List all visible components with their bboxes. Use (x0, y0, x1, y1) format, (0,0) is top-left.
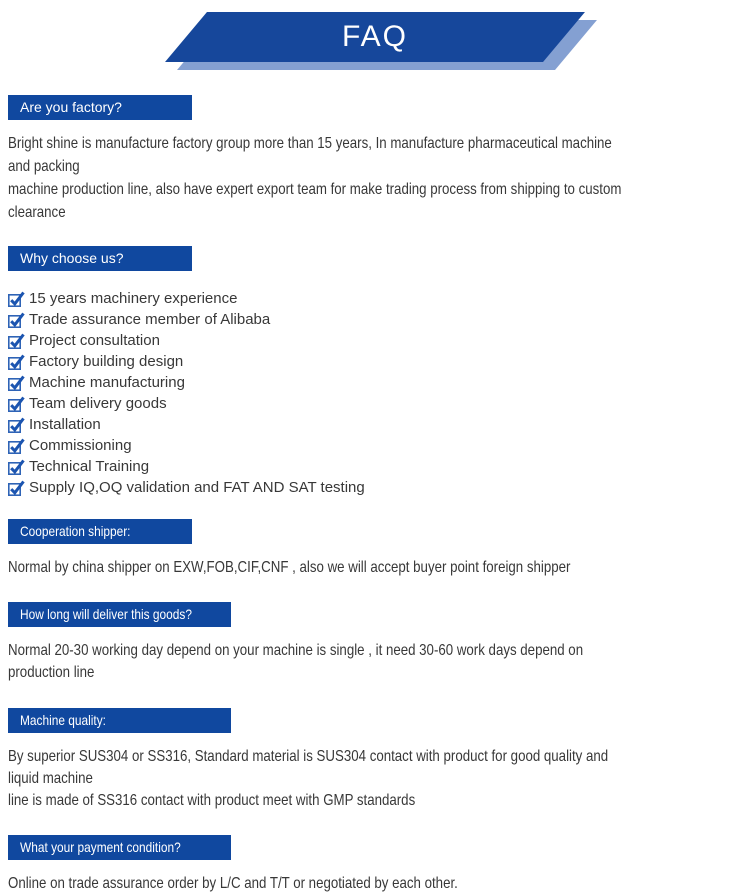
section-header-label: Machine quality: (20, 712, 106, 728)
paragraph-quality (8, 746, 750, 812)
section-header-cooperation-shipper (8, 519, 192, 544)
faq-banner (0, 0, 750, 70)
checked-checkbox-icon (8, 354, 25, 370)
paragraph-text: By superior SUS304 or SS316, Standard material is SUS304 contact with product for good quality and liquid machine line is made of SS316 contact with product meet with GMP standards (8, 748, 609, 809)
section-header-payment-condition (8, 835, 231, 860)
list-item-label: 15 years machinery experience (29, 290, 238, 307)
list-item (8, 330, 750, 351)
list-item-label: Team delivery goods (29, 395, 167, 412)
list-item-label: Commissioning (29, 437, 132, 454)
section-header-label: What your payment condition? (20, 839, 181, 855)
section-header-are-you-factory (8, 95, 192, 120)
list-item (8, 456, 750, 477)
list-item-label: Installation (29, 416, 101, 433)
section-header-label: How long will deliver this goods? (20, 606, 192, 622)
list-item (8, 372, 750, 393)
list-item-label: Project consultation (29, 332, 160, 349)
checked-checkbox-icon (8, 396, 25, 412)
paragraph-factory (8, 132, 750, 224)
list-item-label: Factory building design (29, 353, 184, 370)
list-item-label: Technical Training (29, 458, 150, 475)
banner-title: FAQ (341, 20, 408, 53)
list-item (8, 351, 750, 372)
section-header-label: Cooperation shipper: (20, 523, 131, 539)
paragraph-delivery (8, 640, 750, 684)
section-header-delivery-time (8, 602, 231, 627)
paragraph-shipper (8, 557, 750, 579)
checked-checkbox-icon (8, 459, 25, 475)
list-item-label: Supply IQ,OQ validation and FAT AND SAT testing (29, 479, 365, 496)
checked-checkbox-icon (8, 291, 25, 307)
paragraph-text: Normal by china shipper on EXW,FOB,CIF,CNF , also we will accept buyer point foreign shipper (8, 559, 571, 576)
list-item (8, 288, 750, 309)
paragraph-text: Normal 20-30 working day depend on your machine is single , it need 30-60 work days depend on production line (8, 642, 584, 681)
paragraph-text: Bright shine is manufacture factory group more than 15 years, In manufacture pharmaceutical machine and packing machine production line, also have expert export team for make trading process from shipping to custom clearance (8, 135, 622, 221)
section-header-why-choose-us (8, 246, 192, 271)
list-item (8, 477, 750, 498)
checked-checkbox-icon (8, 480, 25, 496)
checked-checkbox-icon (8, 417, 25, 433)
checked-checkbox-icon (8, 375, 25, 391)
list-item-label: Trade assurance member of Alibaba (29, 311, 271, 328)
list-item-label: Machine manufacturing (29, 374, 185, 391)
why-choose-us-list (8, 288, 750, 498)
checked-checkbox-icon (8, 438, 25, 454)
checked-checkbox-icon (8, 333, 25, 349)
paragraph-text: Online on trade assurance order by L/C and T/T or negotiated by each other. (8, 875, 458, 892)
list-item (8, 393, 750, 414)
paragraph-payment (8, 873, 750, 895)
section-header-label: Are you factory? (20, 99, 122, 115)
section-header-label: Why choose us? (20, 250, 124, 266)
section-header-machine-quality (8, 708, 231, 733)
list-item (8, 435, 750, 456)
list-item (8, 414, 750, 435)
checked-checkbox-icon (8, 312, 25, 328)
list-item (8, 309, 750, 330)
